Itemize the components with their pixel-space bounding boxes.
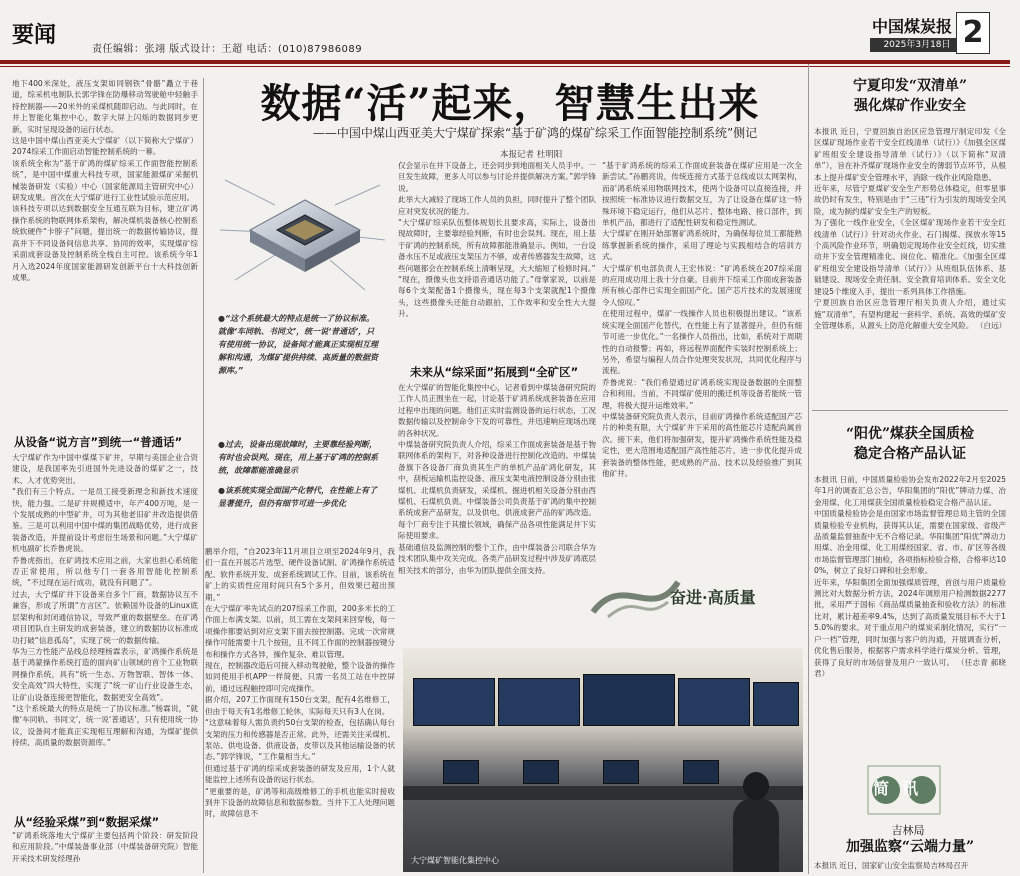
brief-title-jilin: 加强监察“云端力量” bbox=[845, 839, 975, 855]
banner-label: 奋进·高质量 bbox=[670, 588, 756, 607]
brief-divider bbox=[812, 410, 1008, 411]
section-heading-dialect: 从设备“说方言”到统一“普通话” bbox=[14, 435, 183, 449]
brief-org: 吉林局 bbox=[891, 824, 925, 837]
brief-body-jilin: 本报讯 近日，国家矿山安全监察局吉林局召开 bbox=[814, 861, 969, 870]
brief-badge-label: 简讯 bbox=[873, 779, 932, 798]
main-subheadline: ——中国中煤山西亚美大宁煤矿探索“基于矿鸿的煤矿综采工作面智能控制系统”侧记 bbox=[312, 126, 758, 140]
control-center-photo bbox=[403, 648, 803, 872]
sidebar-divider bbox=[808, 64, 809, 874]
brief-body-yangyou: 本报讯 日前，中国质量检验协会发布2022年2月至2025年1月的调查汇总公告，华阳集团的“阳优”牌动力煤、冶金用煤、化工用煤获全国质量检验稳定合格产品认证。 中国质量检验协会是由国家市场监督管理总局主管的全国质量检验专业机构，获得其认证，需要在国家级、省级产品质量监督抽查中无不合格记录。华阳集团“阳优”牌动力用煤、冶金用煤、化工用煤经国家、省、市、矿区等各级市场监督管理部门抽检，各项指标检验合格，合格率达100%，树立了良好口碑和社会形象。 近年来，华阳集团全面加强煤质管理，首创与用户质量检测比对大数据分析方法，2024年调原用户检测数据2277批，采用严于国标《商品煤质量抽查和验收方法》的标准比对，累计超差率9.4%，达到了高质量发展目标不大于15.0%的要求。对于重点用户的煤炭采制化情况，实行“一户一档”管理，同时加强与客户的沟通，开展调查分析，优化售后服务，根据客户需求科学进行煤炭分析、管理，获得了良好的市场信誉及用户一致认可。 （任志青 郝晓君） bbox=[814, 475, 1006, 678]
pull-quote-1: ●“这个系统最大的特点是统一了协议标准。就像‘车同轨、书同文’，统一说‘普通话’，只有使用统一协议，设备间才能真正实现相互理解和沟通，为煤矿提供持续、高质量的数据资源库。” bbox=[218, 314, 378, 375]
photo-caption: 大宁煤矿智能化集控中心 bbox=[411, 856, 499, 865]
issue-date: 2025年3月18日 bbox=[870, 38, 964, 52]
pull-quote-2: ●过去，设备出现故障时，主要靠经验判断，有时也会误判。现在，用上基于矿鸿的控制系统，故障都能准确显示 bbox=[218, 440, 378, 475]
column-divider bbox=[203, 78, 204, 873]
brief-body-ningxia: 本报讯 近日，宁夏回族自治区应急管理厅制定印发《全区煤矿现场作业若干安全红线清单（试行）》《加强全区煤矿班组安全建设指导清单（试行）》（以下简称“双清单”），旨在补齐煤矿现场作业安全的薄弱节点环节，从根本上提升煤矿安全管理水平，消除一线作业风险隐患。 近年来，尽管宁夏煤矿安全生产形势总体稳定，但零星事故仍时有发生，特别是由于“三违”行为引发的现场安全风险，成为制约煤矿安全生产的短板。 为了强化一线作业安全，《全区煤矿现场作业若干安全红线清单（试行）》针对动火作业、石门揭煤、探放水等15个高风险作业环节，明确划定现场作业安全红线，切实推动井下安全管理精准化、岗位化、精准化。《加强全区煤矿班组安全建设指导清单（试行）》从班组队伍体系、基础建设、现场安全责任制、安全教育培训体系、安全文化建设5个维度入手，提出一系列具体工作措施。 宁夏回族自治区应急管理厅相关负责人介绍，通过实施“双清单”，有望构建起一套科学、系统、高效的煤矿安全管理体系，从源头上防范化解重大安全风险。 （白远） bbox=[814, 127, 1006, 330]
header-rule bbox=[0, 60, 1010, 64]
section-heading-data-mining: 从“经验采煤”到“数据采煤” bbox=[14, 815, 160, 829]
page-number: 2 bbox=[956, 12, 990, 54]
article-col-3: 鹏举介绍，“自2023年11月项目立项至2024年9月，我们一直在开展芯片选型、硬件设备试制、矿鸿操作系统适配、软件系统开发、成套系统调试工作。目前，该系统在矿上的实质性应用时间只有5个多月，但效果已超出预期。” 在大宁煤矿率先试点的207综采工作面，200多米长的工作面上布满支架。以前，员工需在支架间来回穿梭，每一项操作都要站到对应支架下面去按控制器。完成一次常规操作可能需要十几个按钮，且不同工作面的控制器按键分布和操作方式各异，操作复杂、难以管理。 现在，控制器改造后可接入移动驾驶舱，整个设备的操作如同使用手机APP一样简便。只需一名员工站在中控屏前，通过远程触控即可完成操作。 据介绍，207工作面现有150台支架，配有4名维修工，但由于每天有1名维修工轮休，实际每天只有3人在岗。 “这意味着每人需负责约50台支架的检查，包括确认每台支架的压力和传感器是否正常。此外，还需关注采煤机、泵站、供电设备、供液设备，皮带以及其他运输设备的状态。”郭学锋说，“工作量相当大。” 但通过基于矿鸿的综采成套装备的研发及应用，1个人就能监控上述所有设备的运行状态。 “更重要的是，矿鸿等和高级维修工的手机也能实时接收到井下设备的故障信息和数据参数。当井下工人处理问题时，故障信息不 bbox=[205, 547, 395, 819]
chip-icon bbox=[215, 160, 390, 300]
newspaper-logo: 中国煤炭报 bbox=[872, 17, 953, 36]
pull-quote-3: ●该系统实现全面国产化替代，在性能上有了显著提升，但仍有细节可进一步优化 bbox=[218, 486, 377, 508]
editor-credits: 责任编辑：张翊 版式设计：王超 电话：(010)87986089 bbox=[92, 44, 363, 55]
byline: 本报记者 杜明阳 bbox=[500, 150, 563, 160]
section-dialect-text: 大宁煤矿作为中国中煤煤下矿井，早期与美国企业合资建设，是我国率先引进国外先进设备的煤矿之一，技术、人才优势突出。 “我们有三个特点。一是员工接受新理念和新技术速度快，能力强。二是矿井规模适中，年产400万吨，是一个发展成熟的中型矿井，可为其他老旧矿井改造提供借鉴。三是可以利用中国中煤的集团战略优势，进行成套装备改造，并提前设计考虑衍生场景和问题。”大宁煤矿机电副矿长乔鲁虎说。 乔鲁虎指出，在矿鸿技术应用之前，大家也担心系统能否正常使用，所以他专门一套各用智能化控制系统，“不过现在运行成功，就没有问题了”。 过去，大宁煤矿井下设备来自多个厂商，数据协议互不兼容，形成了所谓“方言区”。依赖国外设备的Linux底层架构和封闭通信协议，导致严重的数据壁垒。在矿鸿项目团队自主研发的成套装备，建立的数据协议标准成功打破“信息孤岛”，实现了统一的数据传输。 华为三方性能产品线总经理杨霖表示，矿鸿操作系统是基于鸿蒙操作系统打造的面向矿山领域的首个工业物联网操作系统，具有“统一生态、万物智联、智体一体、安全高效”四大特性，实现了“统一矿山行业设备生态，让矿山设备连接更智能化，数据更安全高效”。 “这个系统最大的特点是统一了协议标准。”杨霖说，“就像‘车同轨、书同文’，统一说‘普通话’，只有使用统一协议，设备间才能真正实现相互理解和沟通，为煤矿提供持续、高质量的数据资源库。” bbox=[12, 453, 198, 748]
section-title: 要闻 bbox=[12, 23, 57, 48]
article-col-4-top: 仅会显示在井下设备上，还会同步到地面相关人员手中。一旦发生故障，更多人可以参与讨论并提供解决方案。”郭学锋说。 此举大大减轻了现场工作人员的负担，同时提升了整个团队应对突发状况的能力。 “大宁煤矿综采队伍整体规划长且要求高，实际上，设备出现故障时，主要靠经验判断，有时也会误判。现在，用上基于矿鸿的控制系统，所有故障都能准确显示。例如，一台设备水压不足或液压支架压力不够，或者传感器发生故障，这些问题都会在控制系统上清晰呈现，大大缩短了检修时间。” “现在，摄像头也支持语音通话功能了。”母掌家说，以前是每6个支架配备1个摄像头，现在每3个支架就配1个摄像头，这些摄像头还能自动跟拍，工作效率和安全性大大提升。 bbox=[398, 161, 596, 319]
intro-text: 地下400米深处，液压支架如同钢铁“骨骼”矗立于巷道，综采机电制队长郭学锋在防爆移动驾驶舱中轻触手持控制器——20米外的采煤机随即启动。与此同时，在井上智能化集控中心，数字大屏上闪烁的数据同步更新，实时呈现设备的运行状态。 这是中国中煤山西亚美大宁煤矿（以下简称大宁煤矿）2074综采工作面启动智能控制系统的一幕。 该系统全称为“基于矿鸿的煤矿综采工作面智能控制系统”，是中国中煤重大科技专项，国家能源煤矿采掘机械装备研发（实验）中心（国家能源局主管研究中心）研发成果。首次在大宁煤矿进行工业性试验示范应用。 该科技专项以达到数据安全互通互联为目标，建立矿鸿操作系统的物联网体系架构，解决煤机装备核心控制系统软硬件“卡脖子”问题，提出统一的数据传输协议，提高井下不同设备间信息共享、协同的效率，实现煤矿综采面成套设备及控制系统全栈自主可控。该系统今年1月入选2024年度国家能源研发创新平台十大科技创新成果。 bbox=[12, 79, 198, 282]
brief-title-ningxia: 宁夏印发“双清单” 强化煤矿作业安全 bbox=[852, 78, 968, 114]
section-data-mining-text: “矿鸿系统落地大宁煤矿主要包括两个阶段：研发阶段和应用阶段。”中煤装备事业部（中煤装备研究院）智能开采技术研发经理孙 bbox=[12, 831, 198, 863]
brief-title-yangyou: “阳优”煤获全国质检 稳定合格产品认证 bbox=[845, 426, 975, 462]
section-heading-future: 未来从“综采面”拓展到“全矿区” bbox=[410, 365, 579, 379]
main-headline: 数据“活”起来，智慧生出来 bbox=[260, 80, 760, 127]
article-col-4-bottom: 在大宁煤矿的智能化集控中心，记者看到中煤装备研究院的工作人员正围坐在一起，讨论基于矿鸿系统成套装备在应用过程中出现的问题。他们正实时监测设备的运行状态，工况数据传输以及控制命令下发的可靠性，并迅速响应现场出现的各种状况。 中煤装备研究院负责人介绍，综采工作面成套装备是基于物联网体系的架构下，对各种设备进行控制化改造的。中煤装备旗下各设备厂商负责其生产的单机产品矿鸿化研发，其中，刮板运输机监控设备、液压支架电液控制设备分别由张煤机、北煤机负责研发，采煤机、掘进机相关设备分别由西煤机、石煤机负责。中煤装备公司负责基于矿鸿的集中控制系统成套产品研发，以及供电、供液成套产品的矿鸿改造。每个厂商专注于其擅长领域，确保产品各项性能满足井下实际使用要求。 基础通信及监测控制的整个工作，由中煤装备公司联合华为技术团队集中攻关完成。各类产品研发过程中涉及矿鸿底层相关技术的部分，由华为团队提供全面支持。 bbox=[398, 383, 596, 575]
article-col-5: “基于矿鸿系统的综采工作面成套装备在煤矿应用是一次全新尝试。”孙鹏亮说，传统连接方式基于总线或以太网架构，而矿鸿系统采用物联网技术，使两个设备可以直接连接，并按照统一标准协议进行数据交互，为了让设备在煤矿这一特殊环境下稳定运行，他们从芯片、整体电路、接口部件，到单机产品，都进行了适配性研发和稳定性测试。 大宁煤矿在刚开始部署矿鸿系统时，为确保每位员工都能熟练掌握新系统的操作，采用了理论与实践相结合的培训方式。 大宁煤矿机电部负责人王宏伟说：“矿鸿系统在207综采面的应用成功用上我十分自豪。目前井下综采工作面成套装备所有核心部件已实现全面国产化。国产芯片技术的发展速度令人惊叹。” 在使用过程中，煤矿一线操作人员也积极提出建议。“该系统实现全面国产化替代，在性能上有了显著提升，但仍有细节可进一步优化。”一名操作人员指出，比如，系统对于周期性的自动报警；再如，将远程界面配件实装时控制系统上；另外，希望与编程人员合作处理突发状况，共同优化程序与流程。 乔鲁虎说：“我们希望通过矿鸿系统实现设备数据的全面整合和利用。当前，不同煤矿使用的搬迁机等设备若能统一管理，将极大提升运维效率。” 中煤装备研究院负责人表示，目前矿鸿操作系统适配国产芯片的种类有限，大宁煤矿井下采用的高性能芯片适配尚属首次。接下来，他们将加强研发，提升矿鸿操作系统性能及稳定性，更大范围地适配国产高性能芯片，进一步优化提升成套装备的整体性能，把成熟的产品、技术以及经验推广到其他矿井。 bbox=[602, 161, 802, 478]
header-rule-thin bbox=[0, 66, 1010, 67]
